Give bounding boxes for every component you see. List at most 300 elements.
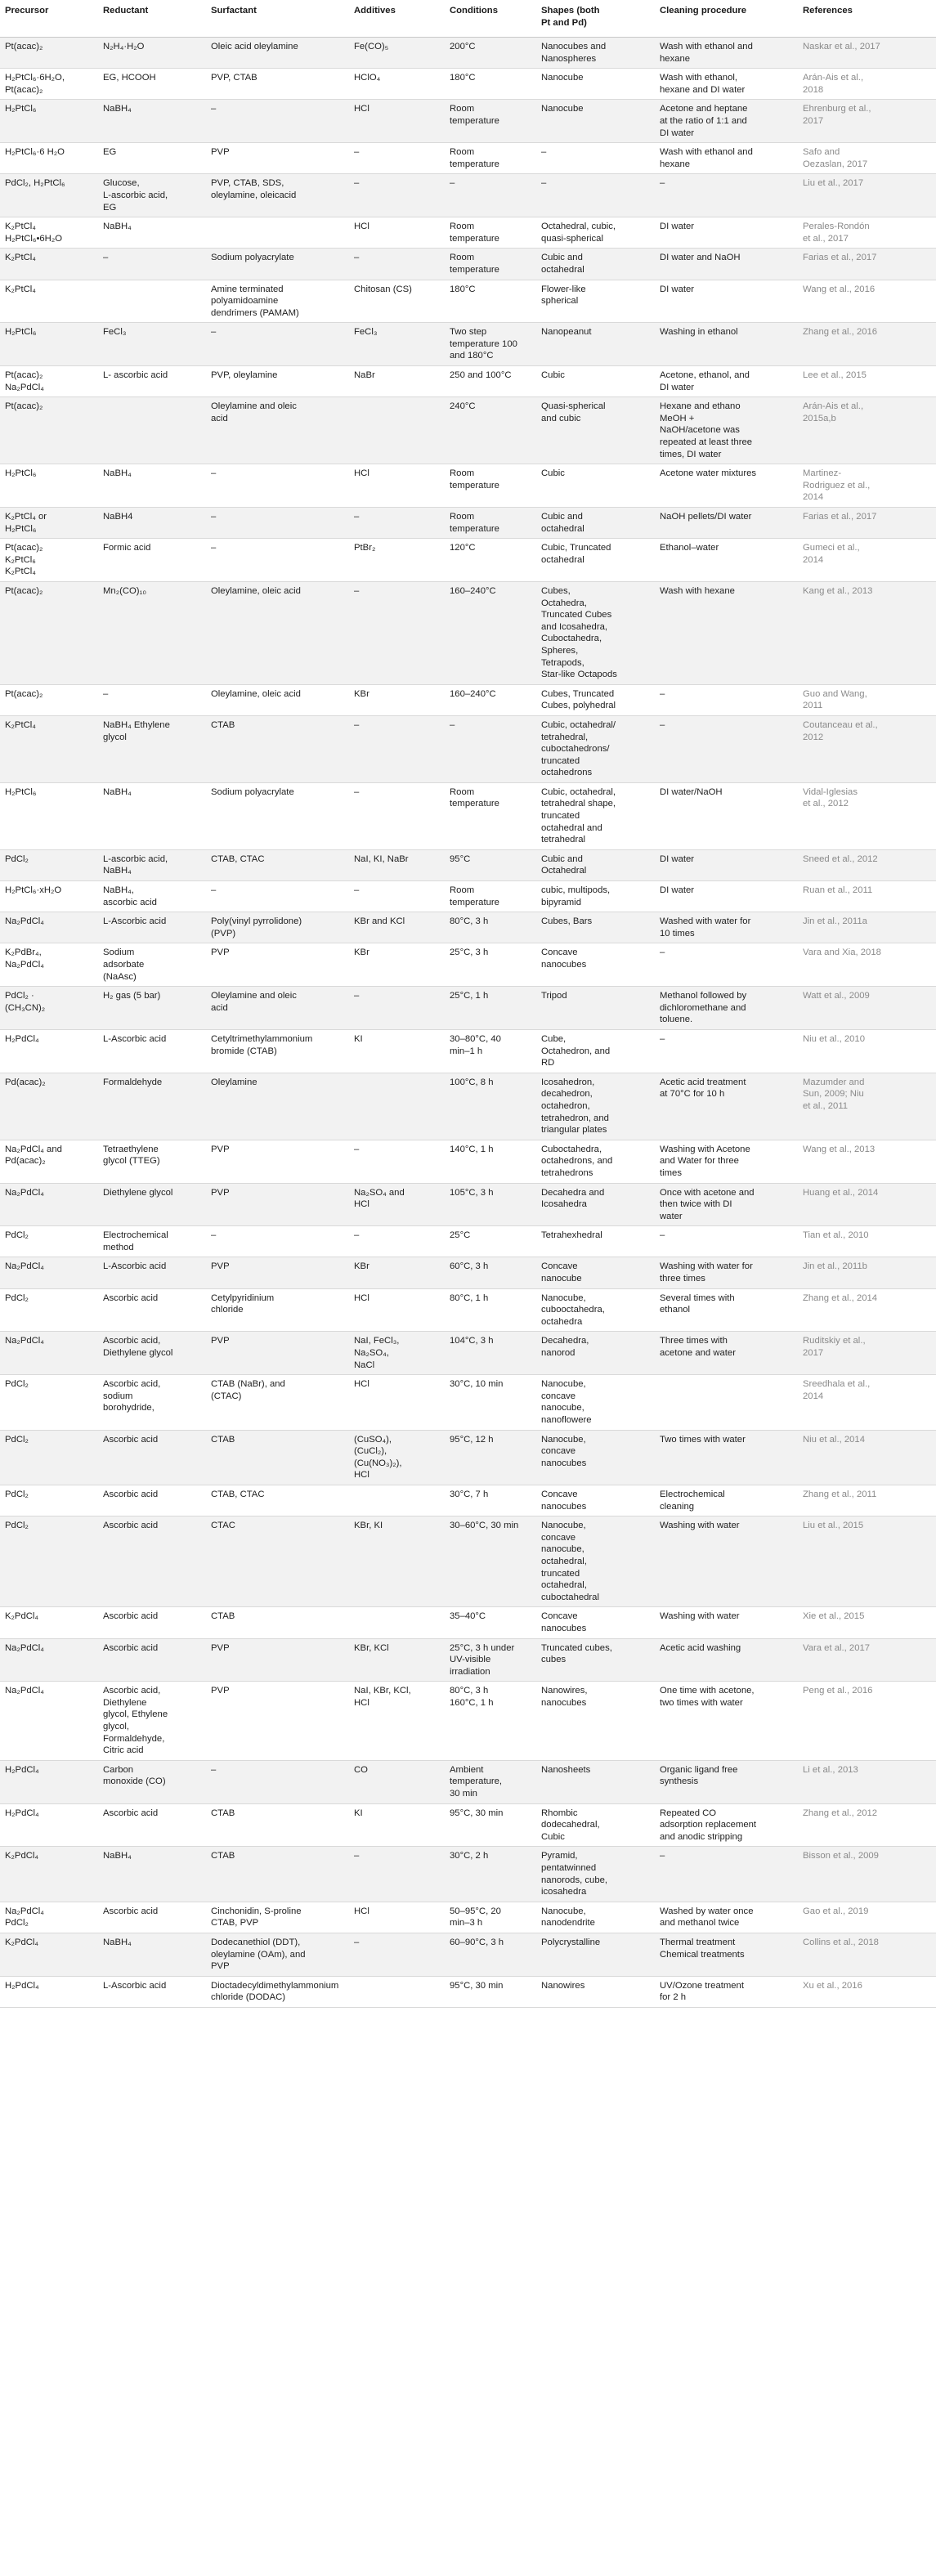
cell-surfactant: –	[206, 323, 349, 366]
cell-reductant: Mn₂(CO)₁₀	[98, 581, 206, 684]
cell-additives: KBr	[349, 1257, 445, 1288]
cell-conditions: 250 and 100°C	[445, 366, 536, 397]
cell-surfactant: PVP	[206, 943, 349, 987]
cell-cleaning-procedure: –	[655, 174, 798, 217]
cell-precursor: K₂PtCl₄ or H₂PtCl₆	[0, 508, 98, 539]
cell-reductant: Ascorbic acid	[98, 1485, 206, 1516]
cell-precursor: K₂PtCl₄	[0, 249, 98, 280]
cell-surfactant: Oleylamine and oleic acid	[206, 397, 349, 464]
cell-precursor: Na₂PdCl₄	[0, 1257, 98, 1288]
cell-surfactant: PVP	[206, 1682, 349, 1761]
cell-shapes: Tripod	[536, 987, 655, 1030]
cell-references: Gumeci et al., 2014	[798, 539, 936, 582]
cell-conditions: –	[445, 715, 536, 782]
cell-additives: KBr, KCl	[349, 1638, 445, 1682]
table-row	[0, 912, 936, 943]
cell-additives: PtBr₂	[349, 539, 445, 582]
cell-precursor: H₂PtCl₆	[0, 100, 98, 143]
column-header-shapes: Shapes (both Pt and Pd)	[536, 0, 655, 38]
cell-additives: HCl	[349, 1902, 445, 1933]
cell-references: Huang et al., 2014	[798, 1183, 936, 1226]
column-header-cleaning-procedure: Cleaning procedure	[655, 0, 798, 38]
cell-conditions: 120°C	[445, 539, 536, 582]
cell-reductant: L-Ascorbic acid	[98, 1029, 206, 1073]
cell-precursor: H₂PtCl₆·6 H₂O	[0, 143, 98, 174]
cell-cleaning-procedure: Washing with water	[655, 1607, 798, 1638]
cell-precursor: K₂PtCl₄	[0, 280, 98, 323]
cell-references: Jin et al., 2011a	[798, 912, 936, 943]
cell-references: Tian et al., 2010	[798, 1226, 936, 1257]
cell-additives: –	[349, 715, 445, 782]
cell-cleaning-procedure: Washing with Acetone and Water for three times	[655, 1140, 798, 1183]
cell-reductant: Ascorbic acid	[98, 1607, 206, 1638]
cell-shapes: Nanocube, concave nanocubes	[536, 1430, 655, 1485]
table-row	[0, 1073, 936, 1140]
cell-references: Naskar et al., 2017	[798, 38, 936, 69]
cell-surfactant: PVP	[206, 1638, 349, 1682]
cell-surfactant: PVP, CTAB	[206, 69, 349, 100]
cell-precursor: H₂PtCl₆·xH₂O	[0, 881, 98, 912]
column-header-surfactant: Surfactant	[206, 0, 349, 38]
cell-cleaning-procedure: Two times with water	[655, 1430, 798, 1485]
cell-references: Sneed et al., 2012	[798, 849, 936, 880]
cell-surfactant: PVP	[206, 1257, 349, 1288]
cell-references: Bisson et al., 2009	[798, 1847, 936, 1902]
cell-references: Li et al., 2013	[798, 1760, 936, 1803]
table-row	[0, 1516, 936, 1607]
column-header-additives: Additives	[349, 0, 445, 38]
cell-references: Ruditskiy et al., 2017	[798, 1332, 936, 1375]
cell-precursor: H₂PtCl₆	[0, 464, 98, 508]
cell-reductant: NaBH₄	[98, 217, 206, 249]
cell-surfactant: Oleylamine and oleic acid	[206, 987, 349, 1030]
cell-references: Vara and Xia, 2018	[798, 943, 936, 987]
cell-references: Vara et al., 2017	[798, 1638, 936, 1682]
cell-additives: CO	[349, 1760, 445, 1803]
table-row	[0, 987, 936, 1030]
table-row	[0, 1332, 936, 1375]
cell-shapes: Nanocube	[536, 100, 655, 143]
cell-surfactant: –	[206, 100, 349, 143]
cell-cleaning-procedure: Methanol followed by dichloromethane and toluene.	[655, 987, 798, 1030]
cell-additives: KI	[349, 1029, 445, 1073]
cell-surfactant: PVP, oleylamine	[206, 366, 349, 397]
cell-precursor: Pt(acac)₂	[0, 684, 98, 715]
cell-cleaning-procedure: –	[655, 1847, 798, 1902]
cell-precursor: Na₂PdCl₄	[0, 1183, 98, 1226]
cell-reductant: Ascorbic acid, sodium borohydride,	[98, 1375, 206, 1430]
table-row	[0, 1430, 936, 1485]
table-row	[0, 143, 936, 174]
cell-reductant: Formic acid	[98, 539, 206, 582]
cell-shapes: cubic, multipods, bipyramid	[536, 881, 655, 912]
cell-references: Xie et al., 2015	[798, 1607, 936, 1638]
cell-references: Xu et al., 2016	[798, 1976, 936, 2007]
cell-surfactant: PVP, CTAB, SDS, oleylamine, oleicacid	[206, 174, 349, 217]
cell-cleaning-procedure: DI water and NaOH	[655, 249, 798, 280]
cell-cleaning-procedure: Hexane and ethano MeOH + NaOH/acetone was repeated at least three times, DI water	[655, 397, 798, 464]
cell-shapes: Cubic and Octahedral	[536, 849, 655, 880]
cell-references: Zhang et al., 2011	[798, 1485, 936, 1516]
cell-shapes: Cubic	[536, 366, 655, 397]
cell-precursor: PdCl₂ · (CH₃CN)₂	[0, 987, 98, 1030]
cell-surfactant: Dodecanethiol (DDT), oleylamine (OAm), and PVP	[206, 1933, 349, 1976]
cell-conditions: 80°C, 1 h	[445, 1288, 536, 1332]
cell-shapes: Icosahedron, decahedron, octahedron, tetrahedron, and triangular plates	[536, 1073, 655, 1140]
cell-shapes: Nanocube, concave nanocube, octahedral, truncated octahedral, cuboctahedral	[536, 1516, 655, 1607]
cell-surfactant: Cinchonidin, S-proline CTAB, PVP	[206, 1902, 349, 1933]
cell-surfactant: Sodium polyacrylate	[206, 249, 349, 280]
cell-precursor: K₂PdCl₄	[0, 1607, 98, 1638]
cell-cleaning-procedure: Acetic acid treatment at 70°C for 10 h	[655, 1073, 798, 1140]
cell-surfactant: –	[206, 539, 349, 582]
cell-references: Lee et al., 2015	[798, 366, 936, 397]
cell-cleaning-procedure: UV/Ozone treatment for 2 h	[655, 1976, 798, 2007]
table-row	[0, 1976, 936, 2007]
table-row	[0, 1183, 936, 1226]
cell-shapes: Cubic, octahedral/ tetrahedral, cuboctahedrons/ truncated octahedrons	[536, 715, 655, 782]
cell-surfactant: –	[206, 881, 349, 912]
cell-surfactant: Oleic acid oleylamine	[206, 38, 349, 69]
cell-precursor: H₂PtCl₆	[0, 323, 98, 366]
cell-shapes: Nanowires, nanocubes	[536, 1682, 655, 1761]
cell-shapes: Concave nanocubes	[536, 1607, 655, 1638]
cell-precursor: Pt(acac)₂	[0, 397, 98, 464]
cell-surfactant: Cetylpyridinium chloride	[206, 1288, 349, 1332]
cell-reductant: L-ascorbic acid, NaBH₄	[98, 849, 206, 880]
cell-additives: –	[349, 987, 445, 1030]
cell-additives: (CuSO₄), (CuCl₂), (Cu(NO₃)₂), HCl	[349, 1430, 445, 1485]
cell-cleaning-procedure: Thermal treatment Chemical treatments	[655, 1933, 798, 1976]
cell-reductant: EG	[98, 143, 206, 174]
cell-precursor: H₂PtCl₆·6H₂O, Pt(acac)₂	[0, 69, 98, 100]
cell-additives: Fe(CO)₅	[349, 38, 445, 69]
cell-references: Liu et al., 2015	[798, 1516, 936, 1607]
table-row	[0, 1607, 936, 1638]
cell-additives: NaI, FeCl₃, Na₂SO₄, NaCl	[349, 1332, 445, 1375]
table-row	[0, 1682, 936, 1761]
cell-reductant	[98, 280, 206, 323]
cell-cleaning-procedure: One time with acetone, two times with water	[655, 1682, 798, 1761]
cell-surfactant: CTAB (NaBr), and (CTAC)	[206, 1375, 349, 1430]
table-row	[0, 1638, 936, 1682]
cell-shapes: Cubes, Octahedra, Truncated Cubes and Icosahedra, Cuboctahedra, Spheres, Tetrapods, Star-like Octapods	[536, 581, 655, 684]
cell-precursor: PdCl₂	[0, 1375, 98, 1430]
cell-shapes: Decahedra and Icosahedra	[536, 1183, 655, 1226]
cell-surfactant: CTAB	[206, 715, 349, 782]
cell-shapes: Truncated cubes, cubes	[536, 1638, 655, 1682]
cell-reductant: Diethylene glycol	[98, 1183, 206, 1226]
cell-conditions: Room temperature	[445, 217, 536, 249]
cell-reductant: NaBH₄	[98, 782, 206, 849]
cell-surfactant: Sodium polyacrylate	[206, 782, 349, 849]
cell-shapes: –	[536, 174, 655, 217]
cell-shapes: Concave nanocubes	[536, 1485, 655, 1516]
cell-reductant: Ascorbic acid	[98, 1803, 206, 1847]
cell-conditions: 160–240°C	[445, 581, 536, 684]
cell-conditions: 30–60°C, 30 min	[445, 1516, 536, 1607]
cell-cleaning-procedure: –	[655, 684, 798, 715]
cell-additives: –	[349, 508, 445, 539]
cell-cleaning-procedure: Washing with water for three times	[655, 1257, 798, 1288]
cell-precursor: K₂PtCl₄ H₂PtCl₆•6H₂O	[0, 217, 98, 249]
cell-references: Safo and Oezaslan, 2017	[798, 143, 936, 174]
table-row	[0, 217, 936, 249]
cell-additives	[349, 1073, 445, 1140]
cell-precursor: PdCl₂	[0, 1226, 98, 1257]
table-row	[0, 1029, 936, 1073]
cell-shapes: Nanopeanut	[536, 323, 655, 366]
cell-additives: Chitosan (CS)	[349, 280, 445, 323]
cell-precursor: H₂PdCl₄	[0, 1760, 98, 1803]
cell-reductant: Ascorbic acid	[98, 1902, 206, 1933]
table-row	[0, 249, 936, 280]
cell-cleaning-procedure: Washed with water for 10 times	[655, 912, 798, 943]
cell-cleaning-procedure: DI water	[655, 849, 798, 880]
cell-additives	[349, 1607, 445, 1638]
cell-surfactant: Oleylamine, oleic acid	[206, 684, 349, 715]
cell-surfactant: –	[206, 1226, 349, 1257]
cell-additives	[349, 1976, 445, 2007]
cell-shapes: Nanosheets	[536, 1760, 655, 1803]
cell-additives	[349, 397, 445, 464]
column-header-precursor: Precursor	[0, 0, 98, 38]
cell-precursor: Na₂PdCl₄	[0, 1682, 98, 1761]
cell-shapes: Nanocube, concave nanocube, nanoflowere	[536, 1375, 655, 1430]
cell-conditions: 200°C	[445, 38, 536, 69]
cell-shapes: Cubic	[536, 464, 655, 508]
table-row	[0, 174, 936, 217]
cell-conditions: Room temperature	[445, 464, 536, 508]
cell-references: Jin et al., 2011b	[798, 1257, 936, 1288]
cell-reductant: Glucose, L-ascorbic acid, EG	[98, 174, 206, 217]
cell-references: Peng et al., 2016	[798, 1682, 936, 1761]
cell-additives: KI	[349, 1803, 445, 1847]
table-row	[0, 1847, 936, 1902]
cell-shapes: Cube, Octahedron, and RD	[536, 1029, 655, 1073]
cell-additives: –	[349, 174, 445, 217]
cell-shapes: –	[536, 143, 655, 174]
cell-surfactant: Cetyltrimethylammonium bromide (CTAB)	[206, 1029, 349, 1073]
table-row	[0, 1375, 936, 1430]
cell-cleaning-procedure	[655, 1375, 798, 1430]
cell-conditions: Room temperature	[445, 143, 536, 174]
cell-reductant: Ascorbic acid	[98, 1516, 206, 1607]
cell-reductant: –	[98, 684, 206, 715]
cell-precursor: Na₂PdCl₄	[0, 912, 98, 943]
cell-additives: –	[349, 782, 445, 849]
cell-reductant: NaBH₄, ascorbic acid	[98, 881, 206, 912]
cell-precursor: H₂PtCl₆	[0, 782, 98, 849]
cell-reductant: L- ascorbic acid	[98, 366, 206, 397]
cell-references: Sreedhala et al., 2014	[798, 1375, 936, 1430]
cell-precursor: Na₂PdCl₄ and Pd(acac)₂	[0, 1140, 98, 1183]
cell-references: Martinez- Rodriguez et al., 2014	[798, 464, 936, 508]
cell-cleaning-procedure: Acetone and heptane at the ratio of 1:1 and DI water	[655, 100, 798, 143]
cell-cleaning-procedure: Wash with ethanol and hexane	[655, 143, 798, 174]
cell-surfactant: PVP	[206, 1140, 349, 1183]
cell-reductant: FeCl₃	[98, 323, 206, 366]
cell-conditions: 160–240°C	[445, 684, 536, 715]
cell-conditions: 25°C	[445, 1226, 536, 1257]
cell-cleaning-procedure: Washing with water	[655, 1516, 798, 1607]
cell-conditions: 30°C, 10 min	[445, 1375, 536, 1430]
cell-conditions: 25°C, 3 h	[445, 943, 536, 987]
table-row	[0, 1760, 936, 1803]
cell-cleaning-procedure: Wash with hexane	[655, 581, 798, 684]
cell-cleaning-procedure: Ethanol–water	[655, 539, 798, 582]
cell-additives: KBr	[349, 943, 445, 987]
cell-precursor: PdCl₂, H₂PtCl₆	[0, 174, 98, 217]
cell-surfactant: Oleylamine	[206, 1073, 349, 1140]
table-row	[0, 1140, 936, 1183]
cell-conditions: 95°C	[445, 849, 536, 880]
cell-shapes: Cubic and octahedral	[536, 249, 655, 280]
cell-precursor: PdCl₂	[0, 1430, 98, 1485]
cell-precursor: K₂PtCl₄	[0, 715, 98, 782]
cell-precursor: Pt(acac)₂ Na₂PdCl₄	[0, 366, 98, 397]
cell-shapes: Concave nanocubes	[536, 943, 655, 987]
cell-surfactant: Dioctadecyldimethylammonium chloride (DODAC)	[206, 1976, 349, 2007]
cell-references: Wang et al., 2013	[798, 1140, 936, 1183]
cell-shapes: Cubes, Truncated Cubes, polyhedral	[536, 684, 655, 715]
cell-additives: –	[349, 581, 445, 684]
cell-shapes: Cuboctahedra, octahedrons, and tetrahedrons	[536, 1140, 655, 1183]
cell-reductant: Ascorbic acid	[98, 1288, 206, 1332]
cell-references: Arán-Ais et al., 2018	[798, 69, 936, 100]
cell-surfactant: CTAB	[206, 1607, 349, 1638]
cell-additives: HCl	[349, 1375, 445, 1430]
cell-references: Zhang et al., 2014	[798, 1288, 936, 1332]
cell-conditions: 50–95°C, 20 min–3 h	[445, 1902, 536, 1933]
cell-precursor: H₂PdCl₄	[0, 1803, 98, 1847]
table-row	[0, 782, 936, 849]
cell-surfactant: –	[206, 1760, 349, 1803]
table-row	[0, 366, 936, 397]
cell-references: Watt et al., 2009	[798, 987, 936, 1030]
cell-cleaning-procedure: Acetic acid washing	[655, 1638, 798, 1682]
cell-surfactant: –	[206, 508, 349, 539]
cell-shapes: Flower-like spherical	[536, 280, 655, 323]
cell-references: Niu et al., 2010	[798, 1029, 936, 1073]
table-row	[0, 1803, 936, 1847]
cell-additives: –	[349, 249, 445, 280]
cell-surfactant	[206, 217, 349, 249]
cell-reductant: NaBH₄	[98, 464, 206, 508]
cell-references: Collins et al., 2018	[798, 1933, 936, 1976]
cell-reductant: Ascorbic acid	[98, 1638, 206, 1682]
cell-reductant: EG, HCOOH	[98, 69, 206, 100]
cell-additives: –	[349, 1226, 445, 1257]
cell-additives: NaI, KBr, KCl, HCl	[349, 1682, 445, 1761]
cell-reductant: Electrochemical method	[98, 1226, 206, 1257]
cell-shapes: Octahedral, cubic, quasi-spherical	[536, 217, 655, 249]
cell-reductant: H₂ gas (5 bar)	[98, 987, 206, 1030]
cell-cleaning-procedure: Washing in ethanol	[655, 323, 798, 366]
cell-precursor: Na₂PdCl₄ PdCl₂	[0, 1902, 98, 1933]
cell-reductant: L-Ascorbic acid	[98, 1976, 206, 2007]
cell-reductant: Carbon monoxide (CO)	[98, 1760, 206, 1803]
cell-cleaning-procedure: –	[655, 943, 798, 987]
cell-additives: FeCl₃	[349, 323, 445, 366]
cell-conditions: Room temperature	[445, 881, 536, 912]
cell-references: Farias et al., 2017	[798, 508, 936, 539]
cell-reductant: N₂H₄·H₂O	[98, 38, 206, 69]
table-row	[0, 100, 936, 143]
cell-references: Farias et al., 2017	[798, 249, 936, 280]
cell-surfactant: PVP	[206, 1332, 349, 1375]
cell-additives: HClO₄	[349, 69, 445, 100]
table-row	[0, 464, 936, 508]
cell-shapes: Decahedra, nanorod	[536, 1332, 655, 1375]
cell-reductant: Ascorbic acid, Diethylene glycol, Ethylene glycol, Formaldehyde, Citric acid	[98, 1682, 206, 1761]
cell-precursor: H₂PdCl₄	[0, 1976, 98, 2007]
cell-conditions: Ambient temperature, 30 min	[445, 1760, 536, 1803]
cell-precursor: Na₂PdCl₄	[0, 1332, 98, 1375]
cell-references: Vidal-Iglesias et al., 2012	[798, 782, 936, 849]
cell-conditions: 35–40°C	[445, 1607, 536, 1638]
cell-shapes: Nanocube, nanodendrite	[536, 1902, 655, 1933]
cell-shapes: Tetrahexhedral	[536, 1226, 655, 1257]
cell-reductant: Formaldehyde	[98, 1073, 206, 1140]
cell-conditions: 60°C, 3 h	[445, 1257, 536, 1288]
cell-surfactant: PVP	[206, 1183, 349, 1226]
cell-precursor: PdCl₂	[0, 1485, 98, 1516]
cell-cleaning-procedure: Wash with ethanol, hexane and DI water	[655, 69, 798, 100]
cell-additives: KBr and KCl	[349, 912, 445, 943]
cell-additives: NaI, KI, NaBr	[349, 849, 445, 880]
table-row	[0, 539, 936, 582]
cell-cleaning-procedure: DI water	[655, 881, 798, 912]
cell-reductant: Tetraethylene glycol (TTEG)	[98, 1140, 206, 1183]
cell-additives	[349, 1485, 445, 1516]
cell-conditions: 95°C, 12 h	[445, 1430, 536, 1485]
cell-surfactant: –	[206, 464, 349, 508]
cell-shapes: Rhombic dodecahedral, Cubic	[536, 1803, 655, 1847]
cell-cleaning-procedure: DI water/NaOH	[655, 782, 798, 849]
cell-references: Coutanceau et al., 2012	[798, 715, 936, 782]
cell-conditions: 100°C, 8 h	[445, 1073, 536, 1140]
cell-references: Gao et al., 2019	[798, 1902, 936, 1933]
cell-reductant: NaBH₄	[98, 100, 206, 143]
cell-conditions: Room temperature	[445, 100, 536, 143]
table-row	[0, 1257, 936, 1288]
cell-reductant: NaBH₄ Ethylene glycol	[98, 715, 206, 782]
cell-precursor: K₂PdBr₄, Na₂PdCl₄	[0, 943, 98, 987]
cell-precursor: Pt(acac)₂	[0, 581, 98, 684]
cell-additives: HCl	[349, 1288, 445, 1332]
cell-cleaning-procedure: NaOH pellets/DI water	[655, 508, 798, 539]
cell-precursor: Pt(acac)₂ K₂PtCl₆ K₂PtCl₄	[0, 539, 98, 582]
cell-cleaning-procedure: Acetone, ethanol, and DI water	[655, 366, 798, 397]
column-header-conditions: Conditions	[445, 0, 536, 38]
table-row	[0, 1933, 936, 1976]
cell-surfactant: CTAB	[206, 1803, 349, 1847]
cell-cleaning-procedure: Electrochemical cleaning	[655, 1485, 798, 1516]
table-row	[0, 323, 936, 366]
table-row	[0, 581, 936, 684]
column-header-references: References	[798, 0, 936, 38]
table-row	[0, 943, 936, 987]
cell-cleaning-procedure: Washed by water once and methanol twice	[655, 1902, 798, 1933]
cell-reductant: –	[98, 249, 206, 280]
cell-references: Mazumder and Sun, 2009; Niu et al., 2011	[798, 1073, 936, 1140]
cell-conditions: 60–90°C, 3 h	[445, 1933, 536, 1976]
cell-surfactant: CTAB, CTAC	[206, 849, 349, 880]
table-row	[0, 1226, 936, 1257]
cell-conditions: 25°C, 3 h under UV-visible irradiation	[445, 1638, 536, 1682]
cell-precursor: Pd(acac)₂	[0, 1073, 98, 1140]
